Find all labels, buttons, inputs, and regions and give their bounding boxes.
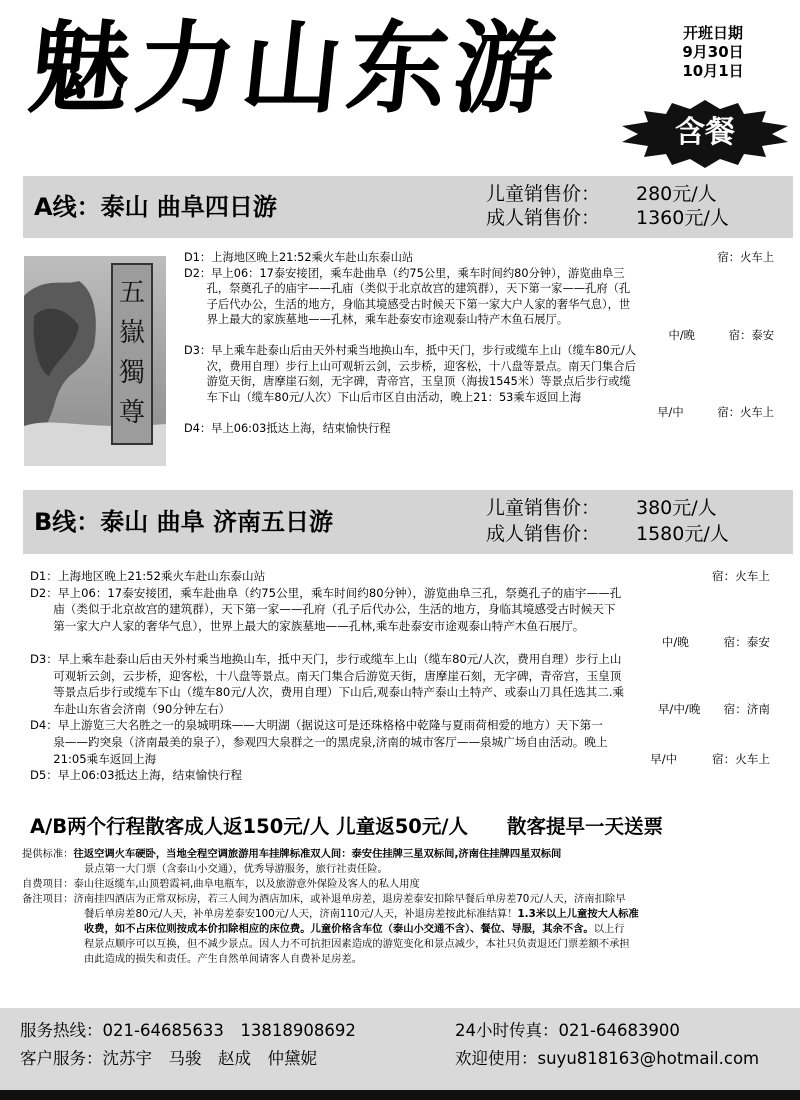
remarks-cont: 程景点顺序可以互换，但不减少景点。因人力不可抗拒因素造成的游览变化和景点减少，本社只负责退还门票差额不承担 (84, 938, 630, 950)
poster-title: 魅力山东游 (23, 9, 567, 127)
service-standard: 提供标准：往返空调火车硬卧，当地全程空调旅游用车挂牌标准双人间：泰安住挂牌三星双标间,济南住挂牌四星双标间 (22, 848, 562, 860)
itinerary-line: 游览天街，唐摩崖石刻，无字碑，青帝宫，玉皇顶（海拔1545米）等景点后步行或缆 (184, 375, 631, 388)
itinerary-line: D1：上海地区晚上21:52乘火车赴山东泰山站 宿：火车上 (30, 569, 770, 583)
customer-service (20, 1046, 317, 1072)
itinerary-line: 21:05乘车返回上海 早/中 宿：火车上 (30, 751, 770, 766)
start-date-2: 10月1日 (682, 62, 744, 80)
remarks-cont: 收费，如不占床位则按成本价扣除相应的床位费。儿童价格含车位（泰山小交通不含）、餐位、导服，其余不含。以上行 (84, 923, 625, 935)
svg-text:嶽: 嶽 (118, 318, 146, 348)
email-label: 欢迎使用： (455, 1049, 538, 1068)
remarks-cont: 餐后单房差80元/人天，补单房差泰安100元/人天，济南110元/人天，补退房差按此标准结算！1.3米以上儿童按大人标准 (84, 908, 639, 920)
itinerary-line: 庙（类似于北京故宫的建筑群），天下第一家——孔府（孔子后代办公，生活的地方，身临其境感受古时候天下 (30, 602, 616, 617)
adult-price-label: 成人销售价： (486, 207, 601, 229)
adult-price-value: 1360元/人 (636, 207, 729, 229)
itinerary-line: 次，费用自理）步行上山可观斩云剑，云步桥，迎客松，十八盘等景点。南天门集合后 (184, 359, 636, 373)
route-a-itinerary (184, 250, 774, 436)
itinerary-line: D4：早上06:03抵达上海，结束愉快行程 (184, 421, 391, 435)
itinerary-line: 车下山（缆车80元/人次）下山后市区自由活动，晚上21：53乘车返回上海 (184, 390, 582, 404)
itinerary-line: D3：早上乘车赴泰山后由天外村乘当地换山车，抵中天门，步行或缆车上山（缆车80元/人次，费用自理）步行上山 (30, 651, 622, 666)
itinerary-meal-line: 中/晚 宿：泰安 (668, 328, 774, 342)
taishan-tablet-photo (24, 256, 166, 466)
email (455, 1046, 759, 1072)
customer-service-label: 客户服务： (20, 1049, 103, 1068)
service-standard-cont: 景点第一大门票（含泰山小交通），优秀导游服务，旅行社责任险。 (84, 863, 388, 875)
meal-badge: 含餐 (675, 115, 735, 150)
svg-text:獨: 獨 (118, 358, 146, 388)
route-b-child-price (486, 496, 717, 520)
itinerary-line: 界上最大的家族墓地——孔林，乘车赴泰安市途观泰山特产木鱼石展厅。 (184, 313, 569, 326)
itinerary-line: D2：早上06：17泰安接团，乘车赴曲阜（约75公里，乘车时间约80分钟），游览曲阜三孔，祭奠孔子的庙宇——孔 (30, 585, 622, 600)
start-date-block (648, 24, 778, 81)
svg-text:五: 五 (118, 278, 146, 308)
customer-service-names: 沈苏宇 马骏 赵成 仲黛妮 (102, 1049, 317, 1068)
route-a-title: A线：泰山 曲阜四日游 (34, 193, 277, 221)
itinerary-line: D3：早上乘车赴泰山后由天外村乘当地换山车，抵中天门，步行或缆车上山（缆车80元/人 (184, 344, 637, 357)
route-a-adult-price (486, 206, 729, 230)
itinerary-line: 等景点后步行或缆车下山（缆车80元/人次，费用自理）下山后,观泰山特产泰山土特产、或泰山刀具任选其二.乘 (30, 685, 625, 700)
hotline-number[interactable]: 021-64685633 13818908692 (102, 1021, 356, 1040)
fax (455, 1018, 680, 1044)
hotline (20, 1018, 356, 1044)
itinerary-line: D4：早上游览三大名胜之一的泉城明珠——大明湖（据说这可是还珠格格中乾隆与夏雨荷相爱的地方）天下第一 (30, 718, 603, 733)
itinerary-line: 可观斩云剑，云步桥，迎客松，十八盘等景点。南天门集合后游览天街，唐摩崖石刻，无字碑，青帝宫，玉皇顶 (30, 668, 622, 683)
itinerary-line: 泉——趵突泉（济南最美的泉子），参观四大泉群之一的黑虎泉,济南的城市客厅——泉城广场自由活动。晚上 (30, 734, 608, 749)
remarks: 备注项目：济南挂四酒店为正常双标房，若三人间为酒店加床，或补退单房差，退房差泰安扣除早餐后单房差70元/人天，济南扣除早 (22, 893, 626, 905)
self-paid-items: 自费项目：泰山往返缆车,山顶碧霞祠,曲阜电瓶车，以及旅游意外保险及客人的私人用度 (22, 878, 420, 890)
email-address[interactable]: suyu818163@hotmail.com (537, 1049, 760, 1068)
itinerary-line: 孔，祭奠孔子的庙宇——孔庙（类似于北京故宫的建筑群），天下第一家——孔府（孔 (184, 282, 631, 295)
route-b-adult-price (486, 522, 729, 546)
child-price-value: 380元/人 (636, 497, 717, 519)
itinerary-line: D2：早上06：17泰安接团，乘车赴曲阜（约75公里，乘车时间约80分钟），游览曲阜三 (184, 266, 625, 280)
remarks-cont: 由此造成的损失和责任。产生自然单间请客人自费补足房差。 (84, 953, 363, 965)
start-date-1: 9月30日 (682, 43, 744, 61)
adult-price-value: 1580元/人 (636, 523, 729, 545)
hotline-label: 服务热线： (20, 1021, 103, 1040)
route-a-child-price (486, 182, 717, 206)
child-price-label: 儿童销售价： (486, 497, 601, 519)
itinerary-line: D5：早上06:03抵达上海，结束愉快行程 (30, 768, 243, 783)
itinerary-line: 子后代办公，生活的地方，身临其境感受古时候天下第一家大户人家的奢华气息），世 (184, 297, 631, 311)
route-b-title: B线：泰山 曲阜 济南五日游 (34, 508, 334, 536)
itinerary-meal-line: 早/中 宿：火车上 (657, 406, 774, 419)
rebate-headline: A/B两个行程散客成人返150元/人 儿童返50元/人 散客提早一天送票 (30, 815, 663, 838)
itinerary-line: D1：上海地区晚上21:52乘火车赴山东泰山站 宿：火车上 (184, 251, 774, 264)
bottom-divider (0, 1090, 800, 1100)
route-b-itinerary (30, 568, 770, 784)
child-price-value: 280元/人 (636, 183, 717, 205)
adult-price-label: 成人销售价： (486, 523, 601, 545)
itinerary-line: 第一家大户人家的奢华气息），世界上最大的家族墓地——孔林,乘车赴泰安市途观泰山特产木鱼石展厅。 (30, 618, 585, 633)
itinerary-line: 车赴山东省会济南（90分钟左右） 早/中/晚 宿：济南 (30, 701, 770, 716)
terms-notes (22, 847, 782, 967)
itinerary-meal-line: 中/晚 宿：泰安 (661, 635, 770, 650)
start-date-label: 开班日期 (682, 24, 743, 42)
fax-label: 24小时传真： (455, 1021, 559, 1040)
child-price-label: 儿童销售价： (486, 183, 601, 205)
svg-text:尊: 尊 (118, 398, 146, 428)
fax-number: 021-64683900 (558, 1021, 680, 1040)
